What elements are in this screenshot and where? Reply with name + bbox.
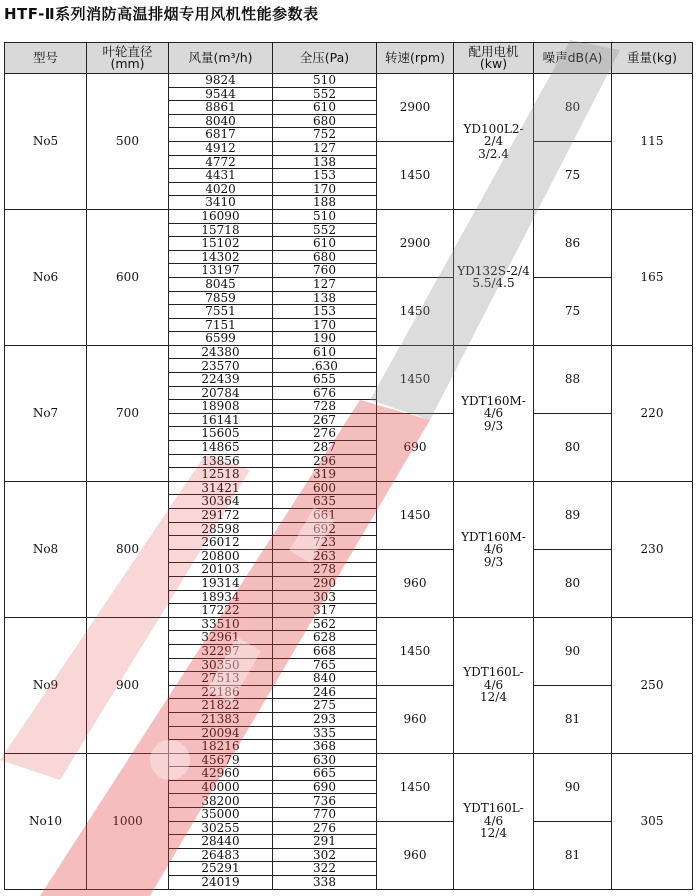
speed-cell: 960	[377, 821, 454, 889]
pressure-cell: 665	[273, 767, 377, 781]
model-cell: No6	[5, 209, 87, 345]
pressure-cell: .630	[273, 359, 377, 373]
airflow-cell: 20094	[169, 726, 273, 740]
airflow-cell: 20103	[169, 563, 273, 577]
pressure-cell: 267	[273, 413, 377, 427]
title-series-code: HTF-	[4, 5, 45, 23]
noise-cell: 75	[534, 277, 612, 345]
airflow-cell: 16141	[169, 413, 273, 427]
pressure-cell: 676	[273, 386, 377, 400]
header-speed: 转速(rpm)	[377, 43, 454, 74]
diameter-cell: 1000	[87, 753, 169, 889]
airflow-cell: 31421	[169, 481, 273, 495]
airflow-cell: 18908	[169, 400, 273, 414]
header-noise: 噪声dB(A)	[534, 43, 612, 74]
airflow-cell: 33510	[169, 617, 273, 631]
airflow-cell: 14865	[169, 441, 273, 455]
pressure-cell: 275	[273, 699, 377, 713]
pressure-cell: 840	[273, 672, 377, 686]
airflow-cell: 32961	[169, 631, 273, 645]
pressure-cell: 728	[273, 400, 377, 414]
pressure-cell: 127	[273, 141, 377, 155]
pressure-cell: 138	[273, 291, 377, 305]
motor-cell	[454, 74, 534, 210]
motor-model: YDT160L-4/6	[463, 665, 524, 692]
pressure-cell: 276	[273, 427, 377, 441]
noise-cell: 88	[534, 345, 612, 413]
header-row	[5, 43, 693, 74]
pressure-cell: 628	[273, 631, 377, 645]
airflow-cell: 15102	[169, 237, 273, 251]
airflow-cell: 30255	[169, 821, 273, 835]
pressure-cell: 170	[273, 318, 377, 332]
speed-cell: 1450	[377, 753, 454, 821]
diameter-cell: 600	[87, 209, 169, 345]
airflow-cell: 17222	[169, 604, 273, 618]
pressure-cell: 610	[273, 345, 377, 359]
pressure-cell: 765	[273, 658, 377, 672]
model-cell: No8	[5, 481, 87, 617]
header-motor	[454, 43, 534, 74]
noise-cell: 89	[534, 481, 612, 549]
airflow-cell: 22439	[169, 373, 273, 387]
pressure-cell: 668	[273, 644, 377, 658]
airflow-cell: 42960	[169, 767, 273, 781]
pressure-cell: 322	[273, 862, 377, 876]
pressure-cell: 278	[273, 563, 377, 577]
pressure-cell: 127	[273, 277, 377, 291]
speed-cell: 1450	[377, 617, 454, 685]
pressure-cell: 510	[273, 209, 377, 223]
airflow-cell: 4912	[169, 141, 273, 155]
airflow-cell: 7859	[169, 291, 273, 305]
pressure-cell: 552	[273, 223, 377, 237]
pressure-cell: 296	[273, 454, 377, 468]
model-cell: No9	[5, 617, 87, 753]
airflow-cell: 22186	[169, 685, 273, 699]
pressure-cell: 723	[273, 536, 377, 550]
airflow-cell: 26483	[169, 848, 273, 862]
airflow-cell: 3410	[169, 196, 273, 210]
motor-model: YDT160M-4/6	[461, 529, 526, 557]
speed-cell: 1450	[377, 345, 454, 413]
pressure-cell: 690	[273, 780, 377, 794]
pressure-cell: 736	[273, 794, 377, 808]
noise-cell: 80	[534, 549, 612, 617]
pressure-cell: 630	[273, 753, 377, 767]
pressure-cell: 752	[273, 128, 377, 142]
pressure-cell: 190	[273, 332, 377, 346]
airflow-cell: 30364	[169, 495, 273, 509]
header-pressure: 全压(Pa)	[273, 43, 377, 74]
motor-model: YD132S-2/4	[457, 263, 530, 278]
pressure-cell: 263	[273, 549, 377, 563]
header-motor-line2: (kw)	[479, 56, 508, 71]
diameter-cell: 700	[87, 345, 169, 481]
pressure-cell: 287	[273, 441, 377, 455]
pressure-cell: 610	[273, 101, 377, 115]
speed-cell: 960	[377, 549, 454, 617]
motor-power: 3/2.4	[478, 146, 509, 161]
pressure-cell: 293	[273, 712, 377, 726]
airflow-cell: 27513	[169, 672, 273, 686]
airflow-cell: 35000	[169, 808, 273, 822]
motor-power: 9/3	[483, 554, 504, 569]
pressure-cell: 600	[273, 481, 377, 495]
table-row	[5, 74, 693, 88]
motor-cell	[454, 753, 534, 889]
pressure-cell: 317	[273, 604, 377, 618]
pressure-cell: 680	[273, 250, 377, 264]
airflow-cell: 4020	[169, 182, 273, 196]
airflow-cell: 6817	[169, 128, 273, 142]
weight-cell: 305	[612, 753, 693, 889]
airflow-cell: 4772	[169, 155, 273, 169]
motor-cell	[454, 345, 534, 481]
pressure-cell: 692	[273, 522, 377, 536]
speed-cell: 1450	[377, 277, 454, 345]
speed-cell: 2900	[377, 209, 454, 277]
table-row	[5, 345, 693, 359]
airflow-cell: 8861	[169, 101, 273, 115]
diameter-cell: 500	[87, 74, 169, 210]
table-row	[5, 617, 693, 631]
motor-cell	[454, 481, 534, 617]
airflow-cell: 20800	[169, 549, 273, 563]
airflow-cell: 24019	[169, 876, 273, 890]
pressure-cell: 510	[273, 74, 377, 88]
model-cell: No10	[5, 753, 87, 889]
header-motor-line1: 配用电机	[468, 44, 519, 59]
speed-cell: 690	[377, 413, 454, 481]
airflow-cell: 23570	[169, 359, 273, 373]
airflow-cell: 9824	[169, 74, 273, 88]
pressure-cell: 335	[273, 726, 377, 740]
pressure-cell: 153	[273, 305, 377, 319]
table-row	[5, 481, 693, 495]
pressure-cell: 290	[273, 576, 377, 590]
header-weight: 重量(kg)	[612, 43, 693, 74]
pressure-cell: 770	[273, 808, 377, 822]
airflow-cell: 45679	[169, 753, 273, 767]
airflow-cell: 13856	[169, 454, 273, 468]
weight-cell: 250	[612, 617, 693, 753]
weight-cell: 165	[612, 209, 693, 345]
pressure-cell: 552	[273, 87, 377, 101]
motor-power: 5.5/4.5	[472, 276, 515, 291]
noise-cell: 90	[534, 617, 612, 685]
header-impeller	[87, 43, 169, 74]
noise-cell: 75	[534, 141, 612, 209]
noise-cell: 80	[534, 74, 612, 142]
airflow-cell: 24380	[169, 345, 273, 359]
header-model: 型号	[5, 43, 87, 74]
pressure-cell: 188	[273, 196, 377, 210]
speed-cell: 1450	[377, 141, 454, 209]
pressure-cell: 153	[273, 169, 377, 183]
speed-cell: 1450	[377, 481, 454, 549]
airflow-cell: 26012	[169, 536, 273, 550]
table-row	[5, 753, 693, 767]
pressure-cell: 680	[273, 114, 377, 128]
pressure-cell: 276	[273, 821, 377, 835]
airflow-cell: 30350	[169, 658, 273, 672]
airflow-cell: 7551	[169, 305, 273, 319]
motor-cell	[454, 617, 534, 753]
motor-model: YDT160L-4/6	[463, 801, 524, 828]
pressure-cell: 760	[273, 264, 377, 278]
noise-cell: 81	[534, 821, 612, 889]
fan-performance-table	[4, 42, 693, 890]
pressure-cell: 610	[273, 237, 377, 251]
airflow-cell: 9544	[169, 87, 273, 101]
pressure-cell: 661	[273, 509, 377, 523]
airflow-cell: 6599	[169, 332, 273, 346]
weight-cell: 115	[612, 74, 693, 210]
airflow-cell: 25291	[169, 862, 273, 876]
pressure-cell: 170	[273, 182, 377, 196]
diameter-cell: 900	[87, 617, 169, 753]
pressure-cell: 635	[273, 495, 377, 509]
weight-cell: 220	[612, 345, 693, 481]
noise-cell: 81	[534, 685, 612, 753]
noise-cell: 80	[534, 413, 612, 481]
noise-cell: 86	[534, 209, 612, 277]
airflow-cell: 13197	[169, 264, 273, 278]
noise-cell: 90	[534, 753, 612, 821]
motor-cell	[454, 209, 534, 345]
airflow-cell: 12518	[169, 468, 273, 482]
airflow-cell: 21383	[169, 712, 273, 726]
airflow-cell: 32297	[169, 644, 273, 658]
pressure-cell: 302	[273, 848, 377, 862]
weight-cell: 230	[612, 481, 693, 617]
airflow-cell: 4431	[169, 169, 273, 183]
header-impeller-line2: (mm)	[110, 56, 145, 71]
airflow-cell: 38200	[169, 794, 273, 808]
model-cell: No7	[5, 345, 87, 481]
motor-power: 12/4	[480, 690, 507, 705]
header-impeller-line1: 叶轮直径	[102, 44, 153, 59]
motor-model: YD100L2-2/4	[463, 121, 524, 149]
pressure-cell: 655	[273, 373, 377, 387]
table-body	[5, 74, 693, 890]
speed-cell: 2900	[377, 74, 454, 142]
page-title	[4, 3, 319, 24]
airflow-cell: 7151	[169, 318, 273, 332]
airflow-cell: 14302	[169, 250, 273, 264]
motor-model: YDT160M-4/6	[461, 393, 526, 421]
airflow-cell: 28598	[169, 522, 273, 536]
airflow-cell: 29172	[169, 509, 273, 523]
model-cell: No5	[5, 74, 87, 210]
title-text: Ⅱ系列消防高温排烟专用风机性能参数表	[44, 5, 319, 23]
pressure-cell: 291	[273, 835, 377, 849]
pressure-cell: 138	[273, 155, 377, 169]
pressure-cell: 338	[273, 876, 377, 890]
airflow-cell: 8045	[169, 277, 273, 291]
airflow-cell: 15718	[169, 223, 273, 237]
pressure-cell: 319	[273, 468, 377, 482]
motor-power: 12/4	[480, 826, 507, 841]
airflow-cell: 18216	[169, 740, 273, 754]
table-row	[5, 209, 693, 223]
airflow-cell: 15605	[169, 427, 273, 441]
pressure-cell: 562	[273, 617, 377, 631]
diameter-cell: 800	[87, 481, 169, 617]
airflow-cell: 8040	[169, 114, 273, 128]
pressure-cell: 246	[273, 685, 377, 699]
speed-cell: 960	[377, 685, 454, 753]
airflow-cell: 18934	[169, 590, 273, 604]
airflow-cell: 40000	[169, 780, 273, 794]
motor-power: 9/3	[483, 418, 504, 433]
airflow-cell: 16090	[169, 209, 273, 223]
airflow-cell: 28440	[169, 835, 273, 849]
header-airflow: 风量(m³/h)	[169, 43, 273, 74]
airflow-cell: 20784	[169, 386, 273, 400]
airflow-cell: 19314	[169, 576, 273, 590]
pressure-cell: 303	[273, 590, 377, 604]
pressure-cell: 368	[273, 740, 377, 754]
airflow-cell: 21822	[169, 699, 273, 713]
